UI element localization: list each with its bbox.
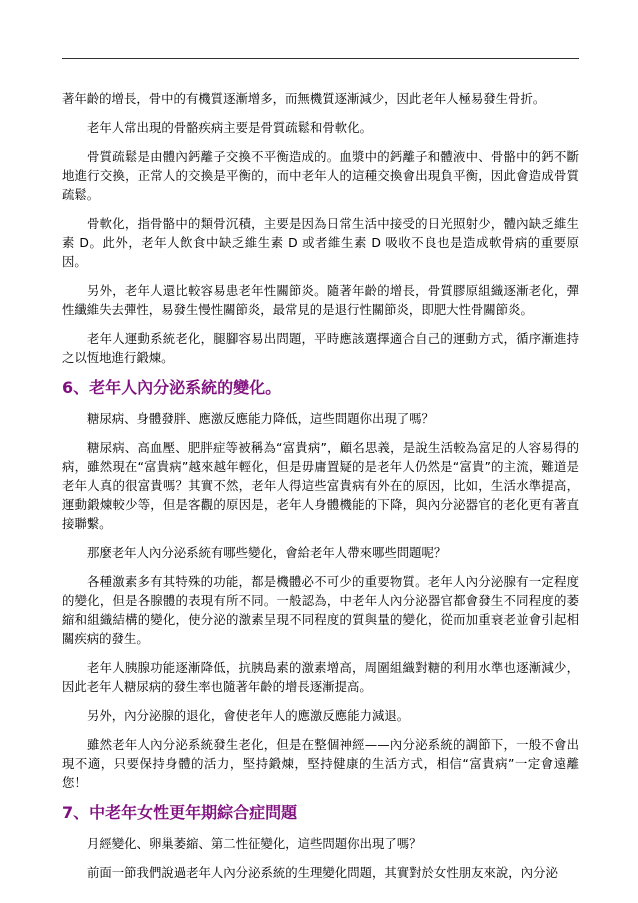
section-heading-7: 7、中老年女性更年期綜合症問題: [62, 803, 298, 822]
header-rule: [62, 58, 579, 59]
document-body: [62, 89, 579, 882]
section-heading-6: 6、老年人內分泌系統的變化。: [62, 378, 282, 397]
paragraph-bone-diseases: 老年人常出現的骨骼疾病主要是骨質疏鬆和骨軟化。: [87, 120, 372, 135]
paragraph-healthy-lifestyle: 雖然老年人內分泌系統發生老化，但是在整個神經——內分泌系統的調節下，一般不會出現不適，只要保持身體的活力，堅持鍛煉，堅持健康的生活方式，相信“富貴病”一定會遠離您！: [62, 737, 579, 790]
paragraph-hormones: 各種激素多有其特殊的功能，都是機體必不可少的重要物質。老年人內分泌腺有一定程度的變化，但是各腺體的表現有所不同。一般認為，中老年人內分泌器官都會發生不同程度的萎縮和組織結構的變化，使分泌的激素呈現不同程度的質與量的變化，從而加重衰老並會引起相關疾病的發生。: [62, 574, 579, 646]
paragraph-menopause-intro: 前面一節我們說過老年人內分泌系統的生理變化問題，其實對於女性朋友來說，內分泌: [87, 865, 558, 880]
paragraph-osteomalacia: 骨軟化，指骨骼中的類骨沉積，主要是因為日常生活中接受的日光照射少，體內缺乏維生素 D。此外，老年人飲食中缺乏維生素 D 或者維生素 D 吸收不良也是造成軟骨病的重要原因。: [62, 216, 579, 269]
paragraph-exercise: 老年人運動系統老化，腿腳容易出問題，平時應該選擇適合自己的運動方式，循序漸進持之以恆地進行鍛煉。: [62, 331, 579, 365]
paragraph-endocrine-changes-question: 那麼老年人內分泌系統有哪些變化，會給老年人帶來哪些問題呢？: [87, 545, 447, 560]
paragraph-stress-response: 另外，內分泌腺的退化，會使老年人的應激反應能力減退。: [87, 708, 410, 723]
paragraph-wealth-diseases: 糖尿病、高血壓、肥胖症等被稱為“富貴病”，顧名思義，是說生活較為富足的人容易得的病，雖然現在“富貴病”越來越年輕化，但是毋庸置疑的是老年人仍然是“富貴”的主流，難道是老年人真的很富貴嗎？其實不然，老年人得這些富貴病有外在的原因，比如，生活水準提高，運動鍛煉較少等，但是客觀的原因是，老年人身體機能的下降，與內分泌器官的老化更有著直接聯繫。: [62, 440, 579, 531]
paragraph-pancreas: 老年人胰腺功能逐漸降低，抗胰島素的激素增高，周圍組織對糖的利用水準也逐漸減少，因此老年人糖尿病的發生率也隨著年齡的增長逐漸提高。: [62, 660, 579, 694]
paragraph-endocrine-question: 糖尿病、身體發胖、應激反應能力降低，這些問題你出現了嗎？: [87, 411, 434, 426]
paragraph-arthritis: 另外，老年人還比較容易患老年性關節炎。隨著年齡的增長，骨質膠原組織逐漸老化，彈性纖維失去彈性，易發生慢性關節炎，最常見的是退行性關節炎，即肥大性骨關節炎。: [62, 283, 579, 317]
paragraph-osteoporosis: 骨質疏鬆是由體內鈣離子交換不平衡造成的。血漿中的鈣離子和體液中、骨骼中的鈣不斷地進行交換，正常人的交換是平衡的，而中老年人的這種交換會出現負平衡，因此會造成骨質疏鬆。: [62, 149, 579, 202]
paragraph-menopause-question: 月經變化、卵巢萎縮、第二性征變化，這些問題你出現了嗎？: [87, 836, 422, 851]
paragraph-fracture: 著年齡的增長，骨中的有機質逐漸增多，而無機質逐漸減少，因此老年人極易發生骨折。: [62, 91, 546, 106]
